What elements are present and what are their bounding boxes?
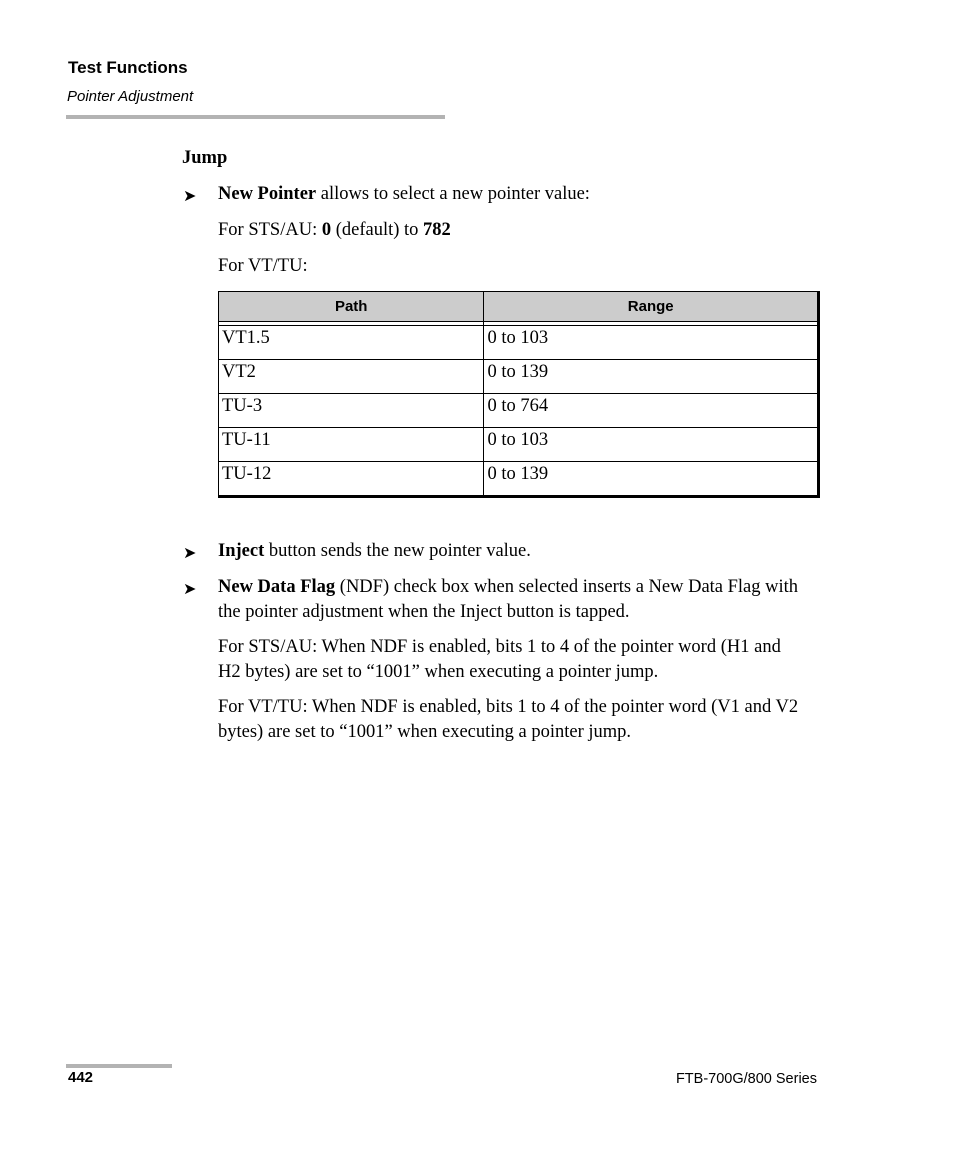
table-cell-path: VT1.5 xyxy=(219,326,484,360)
ndf-vt-note: For VT/TU: When NDF is enabled, bits 1 to 4 of the pointer word (V1 and V2 bytes) are set to “1001” when executing a pointer jump. xyxy=(218,697,799,742)
table-row xyxy=(219,326,819,360)
bullet-arrow-icon: ➤ xyxy=(183,579,197,598)
table-header-row xyxy=(219,292,819,322)
vt-range-label: For VT/TU: xyxy=(218,256,308,276)
bullet-arrow-icon: ➤ xyxy=(183,186,197,205)
table-cell-range: 0 to 764 xyxy=(484,394,819,428)
table-cell-path: VT2 xyxy=(219,360,484,394)
table-header-range: Range xyxy=(484,292,819,322)
sts-range-max: 782 xyxy=(423,220,451,240)
ndf-sts-note: For STS/AU: When NDF is enabled, bits 1 to 4 of the pointer word (H1 and H2 bytes) are set to “1001” when executing a pointer jump. xyxy=(218,637,781,682)
ndf-text: (NDF) check box when selected inserts a New Data Flag with the pointer adjustment when the Inject button is tapped. xyxy=(218,577,799,622)
table-header-path: Path xyxy=(219,292,484,322)
running-header-subtitle: Pointer Adjustment xyxy=(67,88,194,105)
footer-series-label: FTB-700G/800 Series xyxy=(675,1071,817,1087)
new-pointer-paragraph xyxy=(218,182,818,207)
inject-paragraph xyxy=(218,539,818,564)
table-cell-range: 0 to 103 xyxy=(484,326,819,360)
inject-term: Inject xyxy=(218,541,265,561)
page-number: 442 xyxy=(68,1069,94,1086)
sts-range-paragraph xyxy=(218,218,818,243)
table-row xyxy=(219,360,819,394)
footer-divider xyxy=(66,1064,172,1068)
table-cell-path: TU-12 xyxy=(219,462,484,497)
table-row xyxy=(219,428,819,462)
ndf-term: New Data Flag xyxy=(218,577,336,597)
inject-text: button sends the new pointer value. xyxy=(264,541,531,561)
table-cell-path: TU-3 xyxy=(219,394,484,428)
table-row xyxy=(219,394,819,428)
header-divider xyxy=(66,115,445,119)
new-pointer-text: allows to select a new pointer value: xyxy=(316,184,590,204)
bullet-arrow-icon: ➤ xyxy=(183,543,197,562)
table-cell-path: TU-11 xyxy=(219,428,484,462)
running-header-title: Test Functions xyxy=(68,58,188,77)
pointer-range-table xyxy=(218,291,820,498)
new-pointer-term: New Pointer xyxy=(218,184,317,204)
table-cell-range: 0 to 139 xyxy=(484,462,819,497)
table-cell-range: 0 to 139 xyxy=(484,360,819,394)
table-cell-range: 0 to 103 xyxy=(484,428,819,462)
table-row xyxy=(219,462,819,497)
section-heading: Jump xyxy=(182,148,228,168)
ndf-paragraph xyxy=(218,575,803,625)
sts-range-prefix: For STS/AU: xyxy=(218,220,322,240)
sts-range-mid: (default) to xyxy=(331,220,424,240)
sts-range-min: 0 xyxy=(321,220,332,240)
